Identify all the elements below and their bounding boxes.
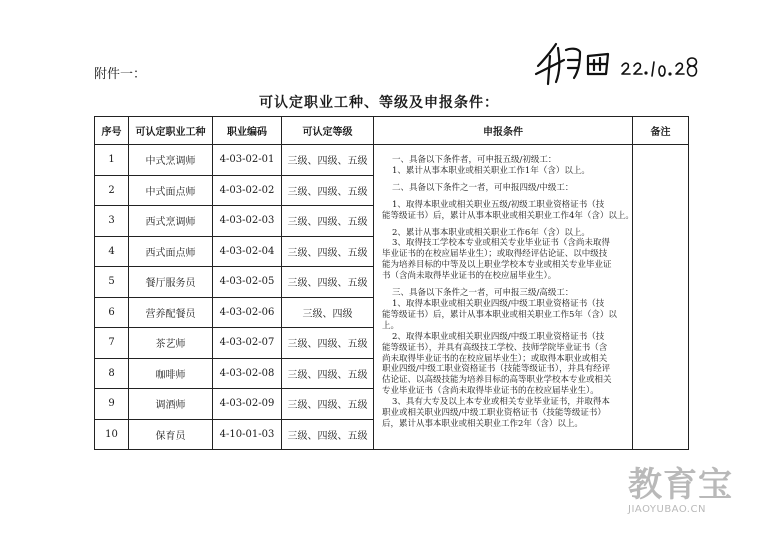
condition-line: 3、取得技工学校本专业或相关专业毕业证书（含尚未取得: [392, 238, 610, 249]
row-levels: 三级、四级、五级: [282, 358, 374, 389]
attachment-label: 附件一：: [94, 67, 147, 82]
row-no: 4: [95, 236, 129, 267]
row-levels: 三级、四级、五级: [282, 267, 374, 298]
row-no: 10: [95, 419, 129, 450]
header-remark: 备注: [633, 117, 689, 145]
condition-line: 能等级证书），并具有高级技工学校、技师学院毕业证书（含: [382, 342, 608, 353]
row-no: 9: [95, 389, 129, 420]
row-code: 4-03-02-06: [213, 297, 282, 328]
row-levels: 三级、四级、五级: [282, 145, 374, 176]
row-code: 4-03-02-07: [213, 328, 282, 359]
watermark-logo: [628, 466, 738, 522]
condition-line: 2、取得本职业或相关职业四级/中级工职业资格证书（技: [392, 331, 605, 342]
row-levels: 三级、四级、五级: [282, 206, 374, 237]
header-no: 序号: [95, 117, 129, 145]
header-conditions: 申报条件: [374, 117, 633, 145]
condition-line: 二、具备以下条件之一者，可申报四级/中级工：: [392, 182, 574, 193]
header-occupation: 可认定职业工种: [129, 117, 213, 145]
row-code: 4-03-02-02: [213, 175, 282, 206]
row-levels: 三级、四级、五级: [282, 328, 374, 359]
condition-line: 1、取得本职业或相关职业五级/初级工职业资格证书（技: [392, 199, 605, 210]
row-no: 7: [95, 328, 129, 359]
condition-line: 书（含尚未取得毕业证书的在校应届毕业生）。: [382, 271, 557, 282]
row-occupation: 中式烹调师: [129, 145, 213, 176]
remark-cell: [633, 145, 689, 450]
watermark-cn: 教育宝: [628, 465, 733, 505]
row-code: 4-03-02-09: [213, 389, 282, 420]
condition-line: 尚未取得毕业证书的在校应届毕业生）；或取得本职业或相关: [382, 353, 608, 364]
condition-line: 1、取得本职业或相关职业四级/中级工职业资格证书（技: [392, 298, 605, 309]
application-conditions: [374, 145, 633, 450]
condition-line: 专业毕业证书（含尚未取得毕业证书的在校应届毕业生）。: [382, 386, 599, 397]
row-no: 5: [95, 267, 129, 298]
condition-line: 3、具有大专及以上本专业或相关专业毕业证书，并取得本: [392, 397, 610, 408]
condition-line: 能等级证书）后，累计从事本职业或相关职业工作4年（含）以上。: [382, 210, 634, 221]
row-levels: 三级、四级、五级: [282, 389, 374, 420]
row-code: 4-03-02-03: [213, 206, 282, 237]
row-no: 1: [95, 145, 129, 176]
row-code: 4-03-02-04: [213, 236, 282, 267]
watermark-en: JIAOYUBAO.CN: [628, 504, 706, 515]
row-occupation: 茶艺师: [129, 328, 213, 359]
condition-line: 毕业证书的在校应届毕业生）；或取得经评估论证、以中级技: [382, 249, 608, 260]
row-occupation: 餐厅服务员: [129, 267, 213, 298]
row-occupation: 调酒师: [129, 389, 213, 420]
row-code: 4-10-01-03: [213, 419, 282, 450]
condition-line: 2、累计从事本职业或相关职业工作6年（含）以上。: [392, 227, 590, 238]
document-title: 可认定职业工种、等级及申报条件：: [259, 95, 499, 111]
row-no: 2: [95, 175, 129, 206]
condition-line: 职业或相关职业四级/中级工职业资格证书（技能等级证书）: [382, 408, 606, 419]
handwritten-signature: [530, 36, 710, 88]
row-levels: 三级、四级、五级: [282, 175, 374, 206]
row-no: 8: [95, 358, 129, 389]
row-no: 6: [95, 297, 129, 328]
table-row: [95, 145, 689, 176]
row-occupation: 西式烹调师: [129, 206, 213, 237]
condition-line: 三、具备以下条件之一者，可申报三级/高级工：: [392, 288, 574, 299]
header-levels: 可认定等级: [282, 117, 374, 145]
row-code: 4-03-02-08: [213, 358, 282, 389]
condition-line: 职业四级/中级工职业资格证书（技能等级证书），并具有经评: [382, 364, 611, 375]
row-levels: 三级、四级、五级: [282, 419, 374, 450]
condition-line: 1、累计从事本职业或相关职业工作1年（含）以上。: [392, 165, 590, 176]
row-levels: 三级、四级: [282, 297, 374, 328]
condition-line: 能等级证书）后，累计从事本职业或相关职业工作5年（含）以: [382, 309, 617, 320]
row-occupation: 咖啡师: [129, 358, 213, 389]
row-code: 4-03-02-05: [213, 267, 282, 298]
row-occupation: 中式面点师: [129, 175, 213, 206]
header-code: 职业编码: [213, 117, 282, 145]
row-occupation: 西式面点师: [129, 236, 213, 267]
table-header-row: [95, 117, 689, 145]
row-occupation: 营养配餐员: [129, 297, 213, 328]
condition-line: 能为培养目标的中等及以上职业学校本专业或相关专业毕业证: [382, 260, 612, 271]
occupation-table: [94, 116, 689, 450]
row-levels: 三级、四级、五级: [282, 236, 374, 267]
row-occupation: 保育员: [129, 419, 213, 450]
row-code: 4-03-02-01: [213, 145, 282, 176]
condition-line: 后，累计从事本职业或相关职业工作2年（含）以上。: [382, 418, 583, 429]
condition-line: 估论证、以高级技能为培养目标的高等职业学校本专业或相关: [382, 375, 612, 386]
row-no: 3: [95, 206, 129, 237]
condition-line: 一、具备以下条件者，可申报五级/初级工：: [392, 155, 557, 165]
condition-line: 上。: [382, 320, 400, 331]
